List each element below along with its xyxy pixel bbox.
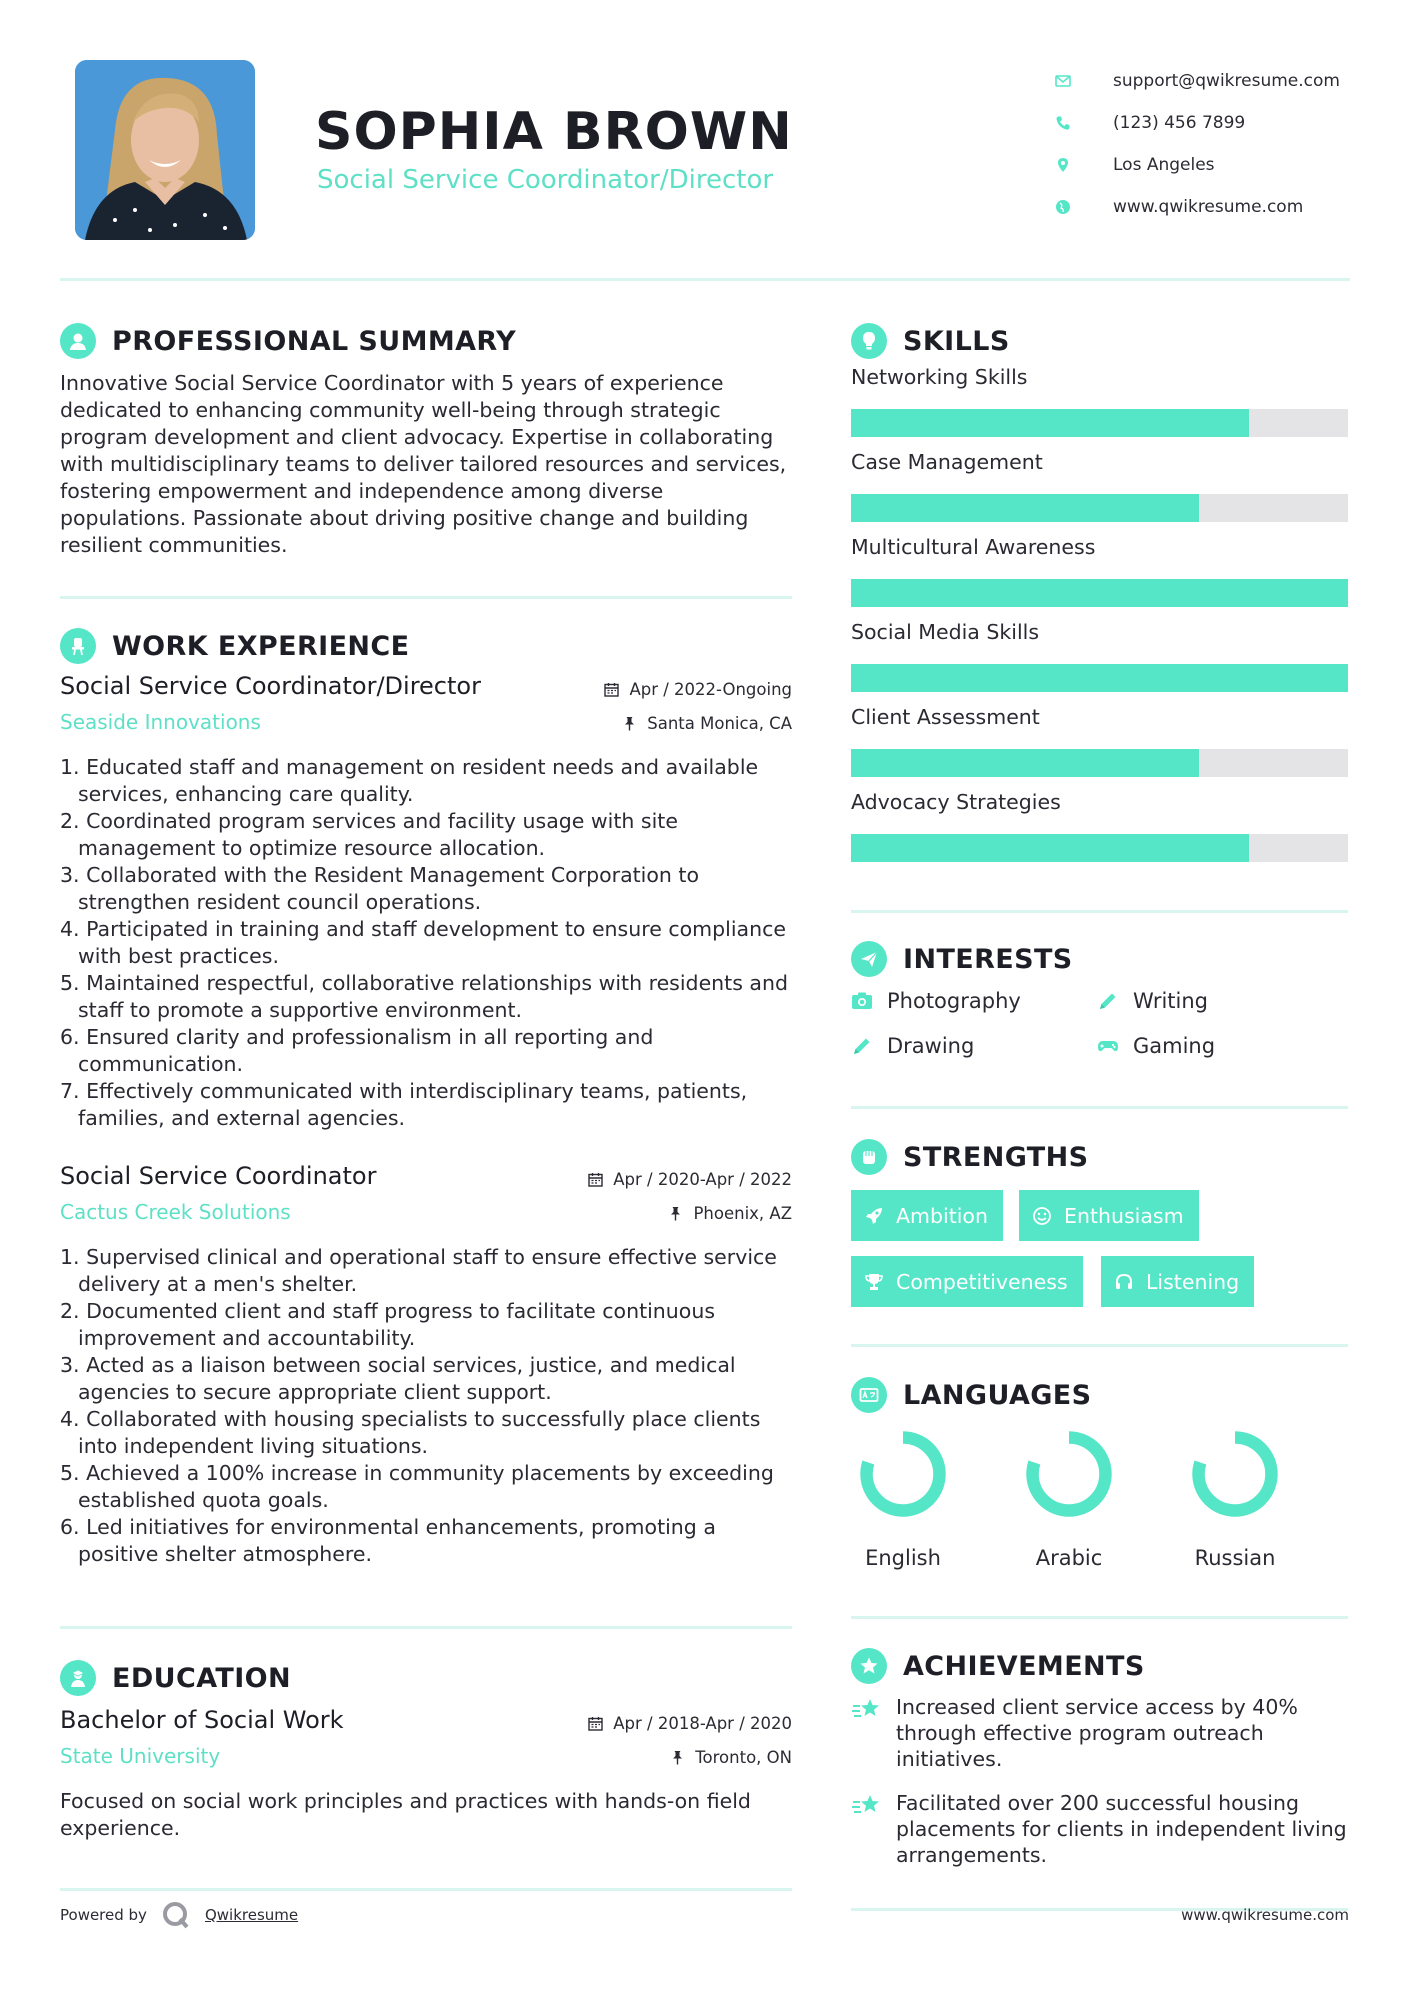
contact-phone-text: (123) 456 7899 [1113, 113, 1246, 133]
language-name: English [865, 1546, 941, 1570]
interests-divider [851, 1106, 1348, 1109]
summary-heading-text: PROFESSIONAL SUMMARY [112, 325, 517, 357]
languages-heading-text: LANGUAGES [903, 1379, 1092, 1411]
user-icon [60, 323, 96, 359]
education-degree: Bachelor of Social Work [60, 1706, 344, 1734]
paper-plane-icon [851, 941, 887, 977]
languages-divider [851, 1616, 1348, 1619]
interest-label: Photography [887, 989, 1021, 1013]
language-icon [851, 1377, 887, 1413]
skill-item [851, 535, 1348, 620]
education-divider [60, 1888, 792, 1891]
shooting-star-icon [851, 1696, 883, 1724]
education-date-text: Apr / 2018-Apr / 2020 [613, 1714, 792, 1733]
skill-item [851, 790, 1348, 875]
rocket-icon [864, 1206, 884, 1226]
list-item: 3. Collaborated with the Resident Management Corporation to strengthen resident council operations. [60, 863, 700, 914]
contact-phone[interactable] [1055, 102, 1355, 144]
job-date [588, 1170, 792, 1189]
job-entry-2 [60, 1162, 792, 1582]
list-item: 6. Led initiatives for environmental enhancements, promoting a positive shelter atmosphere. [60, 1515, 716, 1566]
contact-email-text: support@qwikresume.com [1113, 71, 1340, 91]
achievement-item [851, 1790, 1348, 1868]
skills-divider [851, 910, 1348, 913]
skill-bar [851, 664, 1348, 692]
interest-item [1097, 989, 1208, 1013]
achievement-item [851, 1694, 1348, 1772]
skill-bar [851, 579, 1348, 607]
profile-photo [75, 60, 255, 240]
powered-by-label: Powered by [60, 1906, 147, 1924]
calendar-icon [588, 1716, 603, 1731]
language-name: Russian [1194, 1546, 1276, 1570]
skill-bar-fill [851, 834, 1249, 862]
pushpin-icon [622, 716, 637, 731]
skill-item [851, 620, 1348, 705]
job-role: Social Service Coordinator [60, 1162, 377, 1190]
interest-item [851, 1034, 974, 1058]
contact-email[interactable] [1055, 60, 1355, 102]
list-item: 2. Coordinated program services and facility usage with site management to optimize resource allocation. [60, 809, 678, 860]
education-school: State University [60, 1744, 221, 1768]
strengths-heading [851, 1139, 1088, 1175]
skill-name: Networking Skills [851, 365, 1028, 389]
list-item: 5. Achieved a 100% increase in community placements by exceeding established quota goals. [60, 1461, 774, 1512]
strength-label: Ambition [896, 1203, 988, 1228]
fist-icon [851, 1139, 887, 1175]
list-item: 2. Documented client and staff progress to facilitate continuous improvement and accountability. [60, 1299, 715, 1350]
strength-tag [851, 1190, 1003, 1241]
job-location-text: Santa Monica, CA [647, 714, 792, 733]
interest-item [1097, 1034, 1215, 1058]
graduate-icon [60, 1660, 96, 1696]
smile-icon [1032, 1206, 1052, 1226]
interest-label: Drawing [887, 1034, 975, 1058]
interest-label: Writing [1133, 989, 1208, 1013]
pencil-icon [851, 1035, 873, 1057]
education-heading [60, 1660, 291, 1696]
achievement-text: Increased client service access by 40% through effective program outreach initiatives. [896, 1695, 1298, 1771]
education-location [670, 1748, 792, 1767]
skill-bar [851, 494, 1348, 522]
job-bullets [60, 1244, 792, 1568]
job-company: Seaside Innovations [60, 710, 261, 734]
achievements-heading [851, 1648, 1145, 1684]
languages-heading [851, 1377, 1092, 1413]
calendar-icon [604, 682, 619, 697]
achievement-text: Facilitated over 200 successful housing placements for clients in independent living arrangements. [896, 1791, 1347, 1867]
job-entry-1 [60, 672, 792, 1142]
interests-heading-text: INTERESTS [903, 943, 1073, 975]
list-item: 4. Collaborated with housing specialists to successfully place clients into independent living situations. [60, 1407, 761, 1458]
contact-website-text: www.qwikresume.com [1113, 197, 1304, 217]
list-item: 1. Supervised clinical and operational staff to ensure effective service delivery at a men's shelter. [60, 1245, 777, 1296]
list-item: 7. Effectively communicated with interdisciplinary teams, patients, families, and external agencies. [60, 1079, 748, 1130]
skill-bar-fill [851, 579, 1348, 607]
education-location-text: Toronto, ON [695, 1748, 792, 1767]
skill-name: Client Assessment [851, 705, 1040, 729]
pencil-icon [1097, 990, 1119, 1012]
camera-icon [851, 990, 873, 1012]
strength-label: Listening [1146, 1269, 1240, 1294]
list-item: 5. Maintained respectful, collaborative relationships with residents and staff to promote a supportive environment. [60, 971, 788, 1022]
envelope-icon [1055, 72, 1085, 90]
interest-label: Gaming [1133, 1034, 1216, 1058]
list-item: 6. Ensured clarity and professionalism in all reporting and communication. [60, 1025, 654, 1076]
interest-item [851, 989, 1021, 1013]
strength-label: Competitiveness [896, 1269, 1068, 1294]
footer-powered-by [60, 1900, 298, 1930]
star-icon [851, 1648, 887, 1684]
skill-name: Advocacy Strategies [851, 790, 1061, 814]
language-progress-ring [1187, 1426, 1283, 1522]
skill-bar [851, 409, 1348, 437]
globe-icon [1055, 198, 1085, 216]
skill-bar-fill [851, 749, 1199, 777]
language-progress-ring [855, 1426, 951, 1522]
job-bullets [60, 754, 792, 1132]
map-pin-icon [1055, 156, 1085, 174]
job-location-text: Phoenix, AZ [693, 1204, 792, 1223]
job-date [604, 680, 792, 699]
contact-website[interactable] [1055, 186, 1355, 228]
calendar-icon [588, 1172, 603, 1187]
skill-name: Social Media Skills [851, 620, 1040, 644]
pushpin-icon [668, 1206, 683, 1221]
shooting-star-icon [851, 1792, 883, 1820]
strength-tag [1019, 1190, 1199, 1241]
job-date-text: Apr / 2020-Apr / 2022 [613, 1170, 792, 1189]
education-entry [60, 1706, 792, 1856]
skill-bar-fill [851, 664, 1348, 692]
trophy-icon [864, 1272, 884, 1292]
chair-icon [60, 628, 96, 664]
experience-heading-text: WORK EXPERIENCE [112, 630, 410, 662]
skill-item [851, 705, 1348, 790]
header-divider [60, 278, 1350, 281]
contact-list [1055, 60, 1355, 228]
skill-item [851, 450, 1348, 535]
strength-tag [1101, 1256, 1254, 1307]
qwikresume-logo-icon [161, 1900, 191, 1930]
contact-location [1055, 144, 1355, 186]
experience-divider [60, 1626, 792, 1629]
lightbulb-icon [851, 323, 887, 359]
summary-heading [60, 323, 516, 359]
job-location [622, 714, 792, 733]
skill-bar-fill [851, 409, 1249, 437]
candidate-title: Social Service Coordinator/Director [317, 165, 774, 195]
skill-name: Case Management [851, 450, 1043, 474]
summary-text: Innovative Social Service Coordinator with 5 years of experience dedicated to enhancing community well-being through strategic program development and client advocacy. Expertise in collaborating with multidisciplinary teams to deliver tailored resources and services, fostering empowerment and independence among diverse populations. Passionate about driving positive change and building resilient communities. [60, 371, 787, 557]
strengths-heading-text: STRENGTHS [903, 1141, 1089, 1173]
contact-location-text: Los Angeles [1113, 155, 1215, 175]
education-heading-text: EDUCATION [112, 1662, 292, 1694]
headphones-icon [1114, 1272, 1134, 1292]
experience-heading [60, 628, 409, 664]
gamepad-icon [1097, 1035, 1119, 1057]
job-location [668, 1204, 792, 1223]
list-item: 1. Educated staff and management on resident needs and available services, enhancing care quality. [60, 755, 759, 806]
language-item [843, 1426, 963, 1570]
list-item: 3. Acted as a liaison between social services, justice, and medical agencies to secure appropriate client support. [60, 1353, 736, 1404]
job-role: Social Service Coordinator/Director [60, 672, 481, 700]
language-item [1009, 1426, 1129, 1570]
strength-label: Enthusiasm [1064, 1203, 1184, 1228]
language-progress-ring [1021, 1426, 1117, 1522]
summary-divider [60, 596, 792, 599]
pushpin-icon [670, 1750, 685, 1765]
strengths-divider [851, 1344, 1348, 1347]
strength-tag [851, 1256, 1083, 1307]
skill-name: Multicultural Awareness [851, 535, 1096, 559]
job-company: Cactus Creek Solutions [60, 1200, 291, 1224]
candidate-name: SOPHIA BROWN [315, 102, 793, 162]
interests-heading [851, 941, 1073, 977]
footer-website[interactable]: www.qwikresume.com [1181, 1906, 1349, 1924]
skill-bar [851, 834, 1348, 862]
skill-bar-fill [851, 494, 1199, 522]
list-item: 4. Participated in training and staff development to ensure compliance with best practices. [60, 917, 786, 968]
skills-list [851, 365, 1348, 875]
skills-heading [851, 323, 1010, 359]
phone-icon [1055, 114, 1085, 132]
education-description: Focused on social work principles and practices with hands-on field experience. [60, 1789, 751, 1840]
qwikresume-link[interactable]: Qwikresume [204, 1906, 299, 1924]
resume-header [60, 60, 1350, 240]
skill-item [851, 365, 1348, 450]
language-item [1175, 1426, 1295, 1570]
achievements-heading-text: ACHIEVEMENTS [903, 1650, 1145, 1682]
education-date [588, 1714, 792, 1733]
skills-heading-text: SKILLS [903, 325, 1010, 357]
job-date-text: Apr / 2022-Ongoing [629, 680, 792, 699]
language-name: Arabic [1035, 1546, 1103, 1570]
skill-bar [851, 749, 1348, 777]
